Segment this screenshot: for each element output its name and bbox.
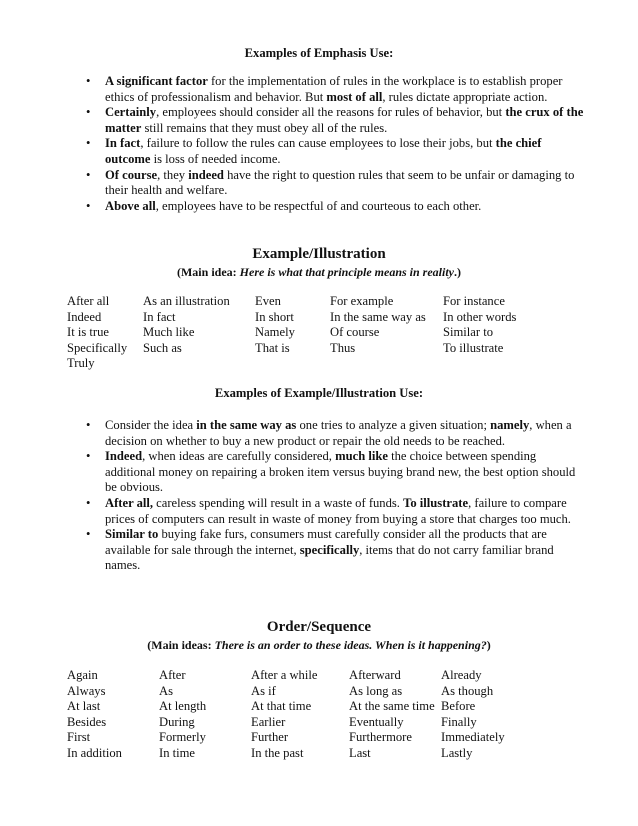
body-text: , employees should consider all the reasons for rules of behavior, but [156, 105, 506, 120]
emphasized-phrase: most of all [326, 89, 383, 104]
transition-word: Finally [441, 714, 477, 729]
illustration-use-title: Examples of Example/Illustration Use: [214, 386, 424, 400]
transition-word: Lastly [441, 745, 473, 760]
sequence-main-idea-note [0, 638, 638, 654]
body-text: , when a decision on whether to buy a new product or repair the old needs to be reached. [105, 418, 572, 448]
body-text: , they [157, 167, 189, 182]
body-text: , rules dictate appropriate action. [382, 89, 548, 104]
transition-word [330, 356, 443, 372]
transition-word: Again [67, 668, 98, 682]
word-row [67, 668, 521, 684]
emphasized-phrase: Certainly [105, 105, 157, 120]
transition-word: After [159, 668, 186, 682]
transition-word: That is [255, 340, 290, 355]
transition-word: As an illustration [143, 294, 230, 308]
transition-word: Namely [255, 325, 295, 340]
transition-word: In the same way as [330, 309, 426, 324]
bullet-item [86, 527, 586, 574]
sequence-transition-words-table [67, 668, 521, 762]
note-suffix: ) [486, 638, 491, 652]
word-row [67, 746, 521, 762]
body-text: , when ideas are carefully considered, [142, 449, 336, 464]
transition-word: For instance [443, 294, 505, 308]
word-row [67, 341, 538, 357]
body-text: , failure to follow the rules can cause employees to lose their jobs, but [140, 136, 496, 151]
emphasized-phrase: Indeed [105, 449, 143, 464]
word-row [67, 684, 521, 700]
illustration-section-title: Example/Illustration [252, 246, 386, 262]
emphasized-phrase: A significant factor [105, 74, 208, 88]
transition-word [255, 356, 330, 372]
bullet-item [86, 418, 586, 449]
note-italic: Here is what that principle means in reality [239, 265, 455, 279]
transition-word: Further [251, 730, 289, 745]
transition-word: In time [159, 745, 196, 760]
bullet-item [86, 136, 586, 167]
transition-word: As [159, 683, 173, 698]
body-text: careless spending will result in a waste of funds. [153, 495, 404, 510]
transition-word: During [159, 714, 195, 729]
transition-word: In short [255, 309, 294, 324]
transition-word: Last [349, 745, 371, 760]
illustration-examples-list [86, 418, 586, 574]
body-text: one tries to analyze a given situation; [296, 418, 491, 432]
illustration-transition-words-table [67, 294, 538, 372]
word-row [67, 730, 521, 746]
body-text: have the right to question rules that seem to be unfair or damaging to their health and welfare. [105, 167, 575, 198]
illustration-main-idea-note [0, 265, 638, 281]
transition-word: Similar to [443, 325, 494, 340]
bullet-item [86, 74, 586, 105]
transition-word: After a while [251, 668, 318, 682]
body-text: buying fake furs, consumers must carefully consider all the products that are available for sale through the internet, [105, 527, 547, 557]
emphasis-use-title: Examples of Emphasis Use: [244, 46, 394, 60]
word-row [67, 325, 538, 341]
transition-word: Of course [330, 325, 380, 340]
transition-word [143, 356, 255, 372]
transition-word: Thus [330, 340, 356, 355]
emphasized-phrase: the crux of the matter [105, 105, 584, 135]
emphasized-phrase: Similar to [105, 527, 159, 542]
emphasized-phrase: In fact [105, 136, 141, 151]
transition-word: Furthermore [349, 730, 412, 745]
transition-word [443, 356, 538, 372]
emphasized-phrase: namely [490, 418, 530, 432]
transition-word: Before [441, 699, 476, 714]
body-text: the choice between spending additional money on repairing a broken item versus buying brand new, the best option should be obvious. [105, 449, 576, 495]
transition-word: In addition [67, 745, 122, 760]
note-italic: There is an order to these ideas. When is it happening? [214, 638, 487, 652]
transition-word: At length [159, 699, 207, 714]
body-text: is loss of needed income. [150, 151, 281, 166]
transition-word: In the past [251, 745, 304, 760]
emphasized-phrase: indeed [188, 167, 224, 182]
transition-word: To illustrate [443, 340, 504, 355]
transition-word: For example [330, 294, 394, 308]
transition-word: After all [67, 294, 110, 308]
transition-word: Already [441, 668, 482, 682]
transition-word: At the same time [349, 699, 435, 714]
transition-word: In fact [143, 309, 176, 324]
transition-word: Specifically [67, 340, 128, 355]
bullet-item [86, 199, 586, 215]
body-text: , items that do not carry familiar brand names. [105, 542, 554, 573]
note-prefix: (Main ideas: [147, 638, 215, 652]
transition-word: Besides [67, 714, 107, 729]
transition-word: Afterward [349, 668, 401, 682]
sequence-section-title: Order/Sequence [266, 619, 372, 635]
emphasized-phrase: in the same way as [196, 418, 297, 432]
transition-word: As though [441, 683, 494, 698]
transition-word: At last [67, 699, 101, 714]
emphasized-phrase: To illustrate [403, 495, 469, 510]
transition-word: As if [251, 683, 276, 698]
bullet-item [86, 168, 586, 199]
emphasized-phrase: After all, [105, 495, 154, 510]
body-text: Consider the idea [105, 418, 197, 432]
emphasis-examples-list [86, 74, 586, 214]
transition-word: Even [255, 294, 281, 308]
transition-word: It is true [67, 325, 109, 340]
transition-word: Indeed [67, 309, 102, 324]
transition-word: Eventually [349, 714, 404, 729]
transition-word: In other words [443, 309, 517, 324]
emphasized-phrase: the chief outcome [105, 136, 542, 166]
body-text: , employees have to be respectful of and courteous to each other. [155, 198, 482, 213]
bullet-item [86, 449, 586, 496]
transition-word: Earlier [251, 714, 286, 729]
note-prefix: (Main idea: [176, 265, 240, 279]
body-text: , failure to compare prices of computers can result in waste of money from buying a store that charges too much. [105, 495, 571, 526]
transition-word: Formerly [159, 730, 206, 745]
emphasized-phrase: Above all [105, 198, 156, 213]
transition-word: Much like [143, 325, 195, 340]
transition-word: As long as [349, 683, 403, 698]
transition-word: Always [67, 683, 106, 698]
transition-word: At that time [251, 699, 312, 714]
transition-word: Truly [67, 356, 95, 371]
transition-word: First [67, 730, 91, 745]
transition-word: Immediately [441, 730, 505, 745]
word-row [67, 715, 521, 731]
word-row [67, 356, 538, 372]
body-text: for the implementation of rules in the workplace is to establish proper ethics of professionalism and behavior. But [105, 74, 563, 104]
word-row [67, 699, 521, 715]
transition-word: Such as [143, 340, 182, 355]
emphasized-phrase: Of course [105, 167, 158, 182]
bullet-item [86, 496, 586, 527]
word-row [67, 310, 538, 326]
body-text: still remains that they must obey all of the rules. [141, 120, 388, 135]
note-suffix: .) [454, 265, 462, 279]
bullet-item [86, 105, 586, 136]
emphasized-phrase: specifically [299, 542, 360, 557]
emphasized-phrase: much like [335, 449, 388, 464]
word-row [67, 294, 538, 310]
